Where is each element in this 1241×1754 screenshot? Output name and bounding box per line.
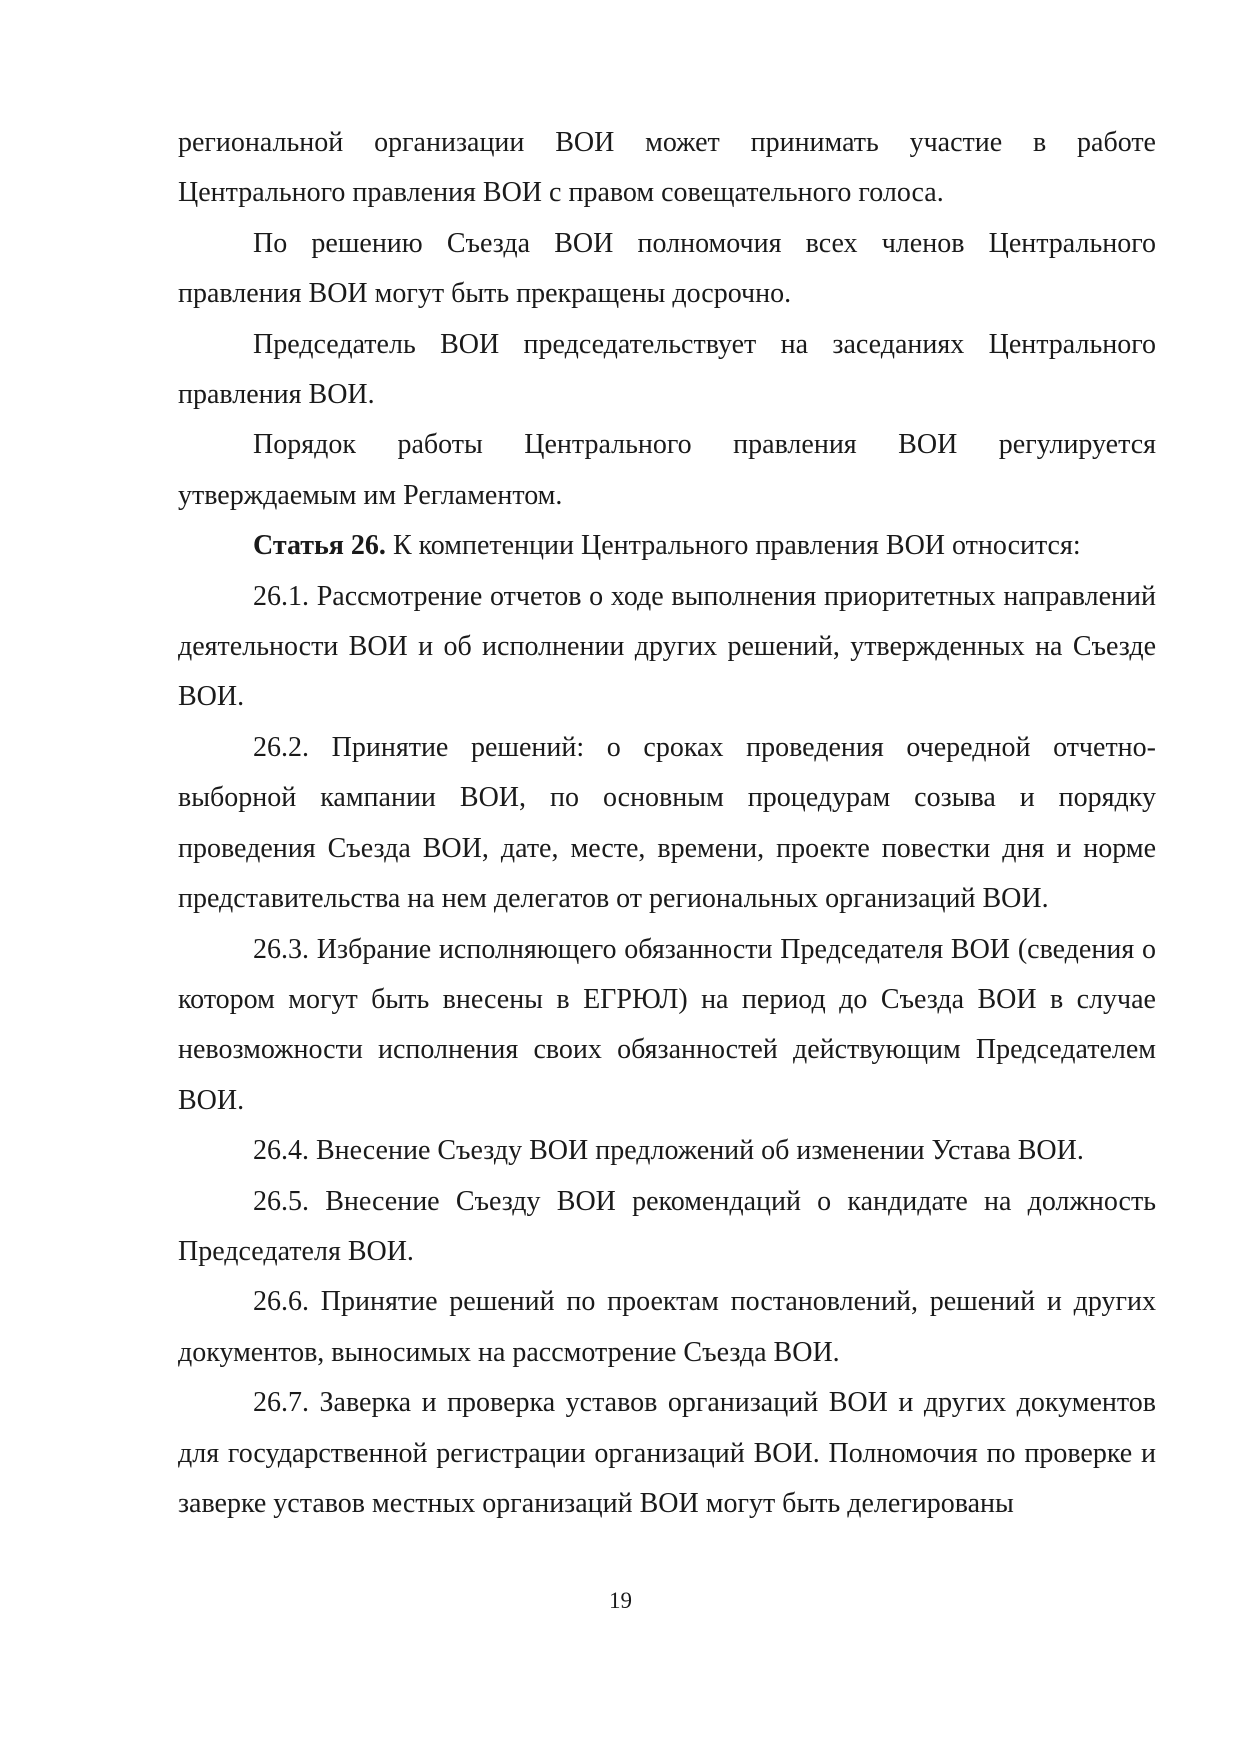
clause-26-4 [178, 1126, 1156, 1176]
clause-26-6 [178, 1277, 1156, 1378]
paragraph-text: Председатель ВОИ председательствует на заседаниях Центрального правления ВОИ. [178, 328, 1156, 411]
article-number: Статья 26. [253, 530, 386, 562]
clause-26-5 [178, 1177, 1156, 1278]
clause-26-3 [178, 925, 1156, 1127]
paragraph-text: К компетенции Центрального правления ВОИ относится: [385, 530, 1081, 562]
paragraph-text: 26.5. Внесение Съезду ВОИ рекомендаций о кандидате на должность Председателя ВОИ. [178, 1185, 1156, 1267]
paragraph-text: региональной организации ВОИ может принимать участие в работе Центрального правления ВОИ с правом совещательного голоса. [178, 127, 1156, 209]
paragraph-text: 26.3. Избрание исполняющего обязанности Председателя ВОИ (сведения о котором могут быть внесены в ЕГРЮЛ) на период до Съезда ВОИ в случае невозможности исполнения своих обязанностей действующим Председателем ВОИ. [178, 933, 1156, 1116]
paragraph-text: Порядок работы Центрального правления ВОИ регулируется утверждаемым им Регламентом. [178, 429, 1156, 511]
clause-26-2 [178, 723, 1156, 925]
clause-26-7 [178, 1378, 1156, 1529]
body-text [178, 118, 1156, 1529]
clause-26-1 [178, 572, 1156, 723]
paragraph-text: 26.7. Заверка и проверка уставов организаций ВОИ и других документов для государственной регистрации организаций ВОИ. Полномочия по проверке и заверке уставов местных организаций ВОИ могут быть делегированы [178, 1387, 1156, 1519]
paragraph-text: 26.4. Внесение Съезду ВОИ предложений об изменении Устава ВОИ. [253, 1135, 1084, 1167]
paragraph-continuation [178, 118, 1156, 219]
paragraph-text: По решению Съезда ВОИ полномочия всех членов Центрального правления ВОИ могут быть прекращены досрочно. [178, 227, 1156, 310]
paragraph-text: 26.1. Рассмотрение отчетов о ходе выполнения приоритетных направлений деятельности ВОИ и об исполнении других решений, утвержденных на Съезде ВОИ. [178, 580, 1156, 713]
paragraph-text: 26.2. Принятие решений: о сроках проведения очередной отчетно-выборной кампании ВОИ, по основным процедурам созыва и порядку проведения Съезда ВОИ, дате, месте, времени, проекте повестки дня и норме представительства на нем делегатов от региональных организаций ВОИ. [178, 731, 1156, 915]
paragraph-text: 26.6. Принятие решений по проектам постановлений, решений и других документов, выносимых на рассмотрение Съезда ВОИ. [178, 1286, 1156, 1368]
paragraph-early-termination [178, 219, 1156, 320]
page-number: 19 [609, 1588, 632, 1613]
paragraph-chairman [178, 320, 1156, 421]
paragraph-procedure [178, 420, 1156, 521]
article-26-heading [178, 521, 1156, 571]
